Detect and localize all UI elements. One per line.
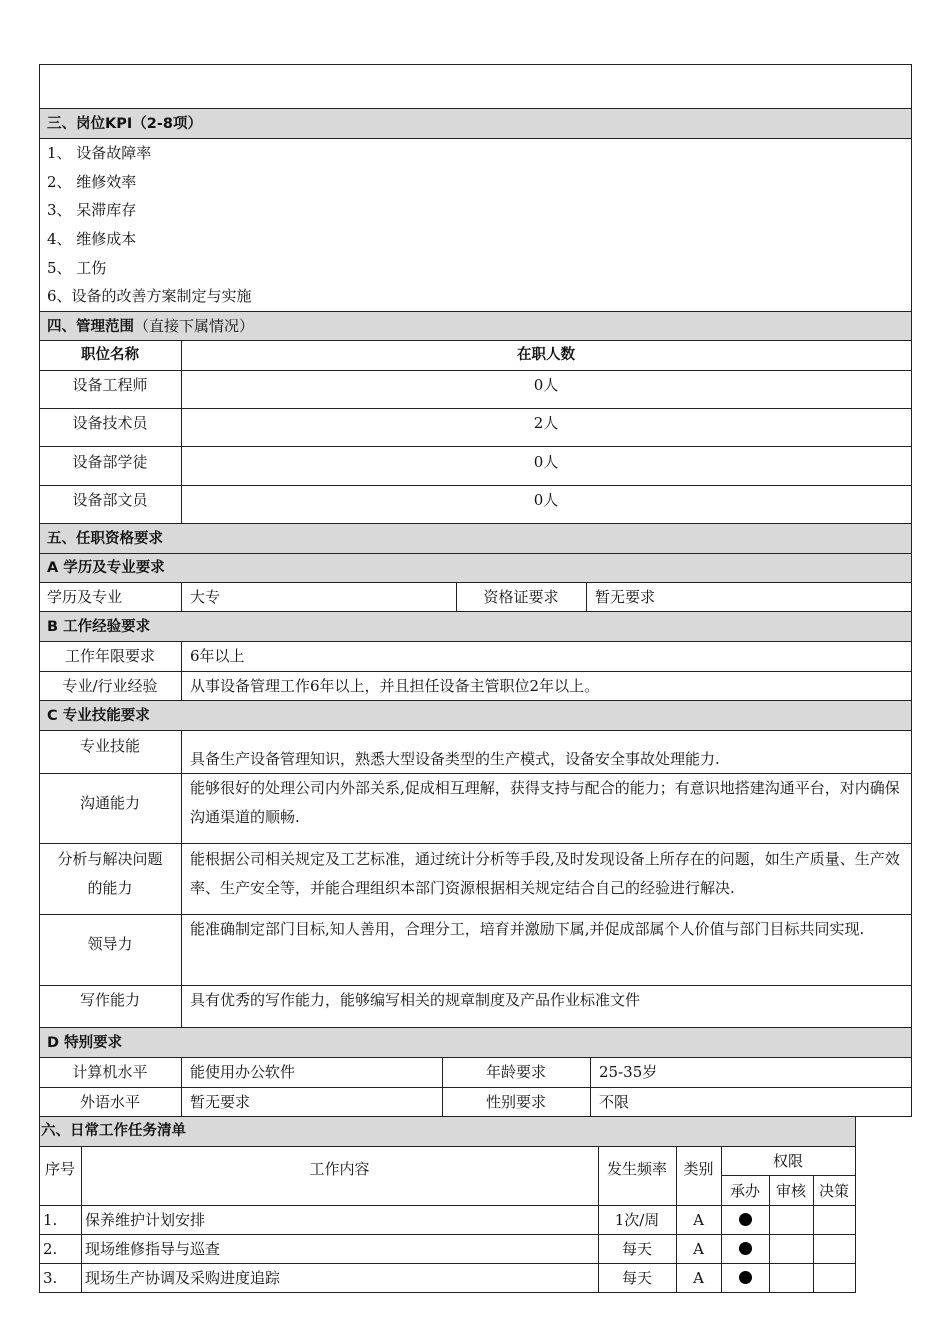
rule xyxy=(39,1205,855,1206)
skill-text: 能根据公司相关规定及工艺标准，通过统计分析等手段,及时发现设备上所存在的问题，如生产质量、生产效率、生产安全等，并能合理组织本部门资源根据相关规定结合自己的经验进行解决. xyxy=(190,850,900,897)
task-type: A xyxy=(693,1240,704,1258)
rule xyxy=(39,138,912,139)
task-content: 现场维修指导与巡查 xyxy=(85,1240,221,1258)
kpi-item: 2、 维修效率 xyxy=(47,173,137,191)
rule xyxy=(39,641,912,642)
qualification-header-bg xyxy=(39,524,911,553)
skill-label: 领导力 xyxy=(87,935,133,953)
computer-label: 计算机水平 xyxy=(72,1063,148,1081)
position-cell: 设备部文员 xyxy=(72,491,148,509)
rule xyxy=(39,1057,912,1058)
rule xyxy=(39,311,912,312)
skill-text: 能够很好的处理公司内外部关系,促成相互理解，获得支持与配合的能力；有意识地搭建沟通平台，对内确保沟通渠道的顺畅. xyxy=(190,779,900,826)
cert-value: 暂无要求 xyxy=(595,588,656,606)
task-type: A xyxy=(693,1269,704,1287)
rule xyxy=(39,408,912,409)
rule xyxy=(590,1057,591,1117)
count-cell: 0人 xyxy=(533,453,559,471)
col-header-content: 工作内容 xyxy=(309,1160,370,1178)
undertake-mark-icon xyxy=(739,1271,752,1284)
special-subtitle: D 特别要求 xyxy=(47,1035,123,1051)
rule xyxy=(586,582,587,612)
skill-label-line: 的能力 xyxy=(87,879,133,897)
education-label: 学历及专业 xyxy=(47,588,123,606)
rule xyxy=(39,340,912,341)
rule xyxy=(39,1087,912,1088)
task-no: 3. xyxy=(43,1269,58,1287)
rule xyxy=(39,64,912,65)
rule xyxy=(39,700,912,701)
industry-label: 专业/行业经验 xyxy=(62,677,158,695)
count-cell: 0人 xyxy=(533,491,559,509)
tasks-section-title: 六、日常工作任务清单 xyxy=(41,1123,186,1139)
rule xyxy=(911,64,912,1117)
age-label: 年龄要求 xyxy=(485,1063,546,1081)
kpi-section-title: 三、岗位KPI（2-8项） xyxy=(47,116,202,132)
rule xyxy=(181,1057,182,1117)
task-freq: 每天 xyxy=(621,1269,652,1287)
task-freq: 1次/周 xyxy=(614,1211,660,1229)
skill-label: 写作能力 xyxy=(79,991,140,1009)
cert-label: 资格证要求 xyxy=(483,588,559,606)
col-header-type: 类别 xyxy=(683,1160,714,1178)
rule xyxy=(39,1234,855,1235)
rule xyxy=(39,1292,855,1293)
rule xyxy=(39,523,912,524)
skill-label-line: 分析与解决问题 xyxy=(57,850,163,868)
management-title-main: 四、管理范围 xyxy=(47,319,134,335)
count-cell: 0人 xyxy=(533,376,559,394)
experience-subtitle: B 工作经验要求 xyxy=(47,619,151,635)
rule xyxy=(39,730,912,731)
rule xyxy=(39,582,912,583)
kpi-item: 4、 维修成本 xyxy=(47,230,137,248)
rule xyxy=(39,108,912,109)
col-header-decide: 决策 xyxy=(818,1182,849,1200)
skill-text: 具备生产设备管理知识，熟悉大型设备类型的生产模式，设备安全事故处理能力. xyxy=(190,750,720,768)
kpi-item: 5、 工伤 xyxy=(47,259,107,277)
management-title-note: （直接下属情况） xyxy=(134,317,255,335)
rule xyxy=(721,1175,855,1176)
col-header-freq: 发生频率 xyxy=(606,1160,667,1178)
col-header-undertake: 承办 xyxy=(729,1182,760,1200)
experience-header-bg xyxy=(39,612,911,641)
rule xyxy=(39,553,912,554)
kpi-item: 1、 设备故障率 xyxy=(47,144,152,162)
kpi-item: 6、设备的改善方案制定与实施 xyxy=(47,287,252,305)
col-header-count: 在职人数 xyxy=(517,347,575,363)
col-header-authority: 权限 xyxy=(772,1152,803,1170)
col-header-review: 审核 xyxy=(775,1182,806,1200)
col-header-position: 职位名称 xyxy=(81,347,139,363)
col-header-no: 序号 xyxy=(44,1160,75,1178)
gender-label: 性别要求 xyxy=(485,1093,546,1111)
rule xyxy=(39,370,912,371)
rule xyxy=(39,985,912,986)
special-header-bg xyxy=(39,1028,911,1057)
task-no: 1. xyxy=(43,1211,58,1229)
position-cell: 设备工程师 xyxy=(72,376,148,394)
undertake-mark-icon xyxy=(739,1213,752,1226)
rule xyxy=(39,843,912,844)
task-no: 2. xyxy=(43,1240,58,1258)
years-value: 6年以上 xyxy=(190,647,245,665)
education-value: 大专 xyxy=(190,588,221,606)
task-type: A xyxy=(693,1211,704,1229)
position-cell: 设备技术员 xyxy=(72,414,148,432)
language-value: 暂无要求 xyxy=(190,1093,251,1111)
undertake-mark-icon xyxy=(739,1242,752,1255)
rule xyxy=(39,446,912,447)
language-label: 外语水平 xyxy=(79,1093,140,1111)
gender-value: 不限 xyxy=(599,1093,630,1111)
task-content: 现场生产协调及采购进度追踪 xyxy=(85,1269,281,1287)
skill-label: 沟通能力 xyxy=(79,794,140,812)
rule xyxy=(39,485,912,486)
skills-subtitle: C 专业技能要求 xyxy=(47,708,150,724)
age-value: 25-35岁 xyxy=(599,1063,658,1081)
rule xyxy=(39,1146,855,1147)
skill-label: 专业技能 xyxy=(79,737,140,755)
rule xyxy=(39,1116,912,1117)
skills-header-bg xyxy=(39,701,911,730)
rule xyxy=(39,611,912,612)
position-cell: 设备部学徒 xyxy=(72,453,148,471)
skill-text: 具有优秀的写作能力，能够编写相关的规章制度及产品作业标准文件 xyxy=(190,991,641,1009)
industry-value: 从事设备管理工作6年以上，并且担任设备主管职位2年以上。 xyxy=(190,677,600,695)
qualification-section-title: 五、任职资格要求 xyxy=(47,531,163,547)
task-content: 保养维护计划安排 xyxy=(85,1211,206,1229)
rule xyxy=(39,1027,912,1028)
kpi-item: 3、 呆滞库存 xyxy=(47,201,137,219)
rule xyxy=(39,1263,855,1264)
computer-value: 能使用办公软件 xyxy=(190,1063,296,1081)
rule xyxy=(855,1116,856,1293)
count-cell: 2人 xyxy=(533,414,559,432)
years-label: 工作年限要求 xyxy=(64,647,155,665)
rule xyxy=(181,641,182,701)
education-subtitle: A 学历及专业要求 xyxy=(47,560,165,576)
skill-text: 能准确制定部门目标,知人善用，合理分工，培育并激励下属,并促成部属个人价值与部门目标共同实现. xyxy=(190,920,865,938)
rule xyxy=(39,671,912,672)
task-freq: 每天 xyxy=(621,1240,652,1258)
rule xyxy=(181,730,182,1028)
rule xyxy=(181,582,182,612)
management-section-title xyxy=(47,316,254,337)
education-header-bg xyxy=(39,553,911,582)
